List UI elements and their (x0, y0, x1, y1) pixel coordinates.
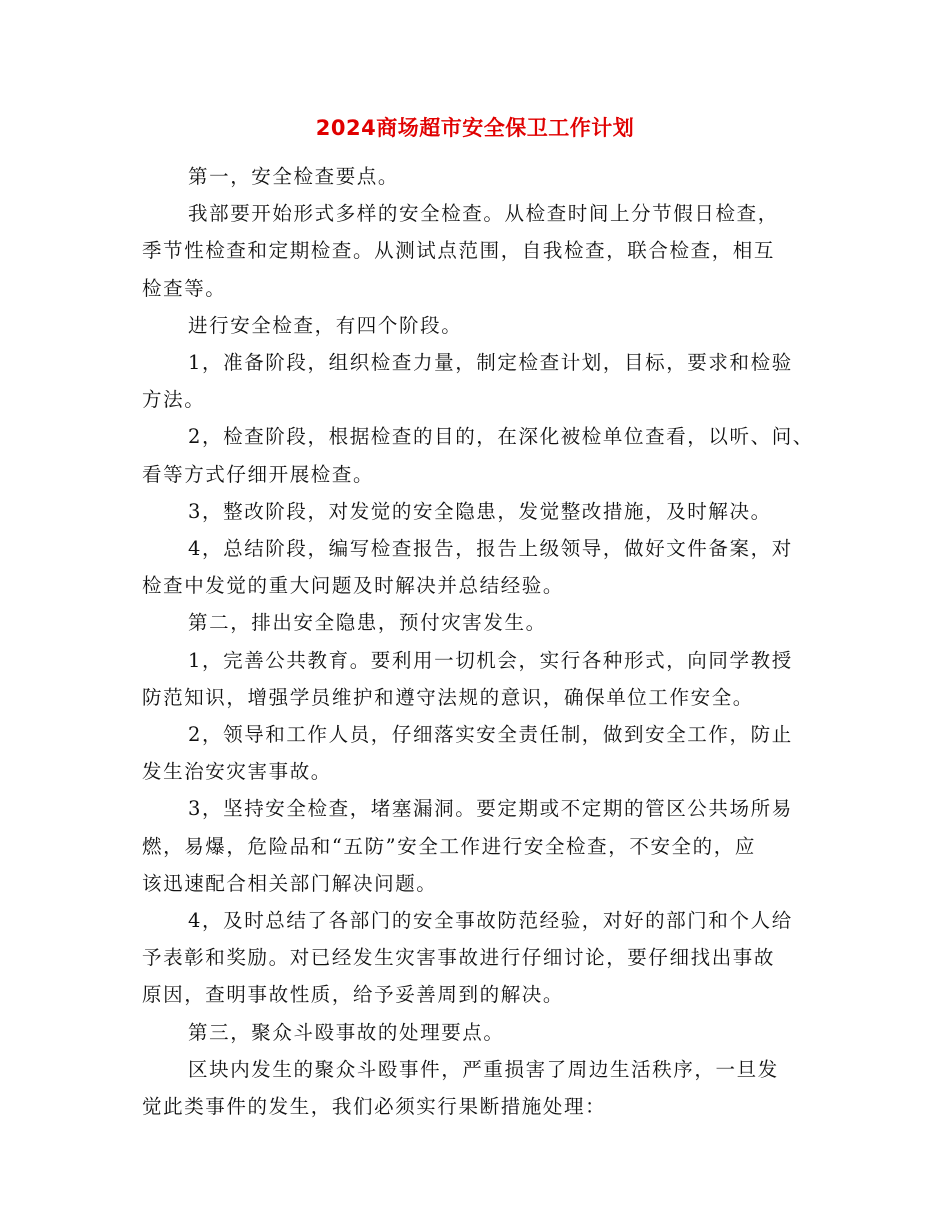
paragraph (142, 344, 810, 418)
paragraph-line: 燃，易爆，危险品和“五防”安全工作进行安全检查，不安全的，应 (142, 834, 756, 858)
paragraph-line: 4，总结阶段，编写检查报告，报告上级领导，做好文件备案，对 (188, 537, 793, 561)
paragraph-line: 发生治安灾害事故。 (142, 760, 332, 784)
paragraph-line: 第三，聚众斗殴事故的处理要点。 (188, 1020, 505, 1044)
paragraph-line: 第二，排出安全隐患，预付灾害发生。 (188, 611, 547, 635)
paragraph (142, 418, 814, 492)
paragraph (142, 493, 810, 530)
paragraph (142, 642, 810, 716)
paragraph-line: 防范知识，增强学员维护和遵守法规的意识，确保单位工作安全。 (142, 685, 754, 709)
paragraph (142, 530, 810, 604)
paragraph-line: 区块内发生的聚众斗殴事件，严重损害了周边生活秩序，一旦发 (188, 1057, 779, 1081)
paragraph-line: 季节性检查和定期检查。从测试点范围，自我检查，联合检查，相互 (142, 239, 776, 263)
paragraph-line: 看等方式仔细开展检查。 (142, 462, 375, 486)
paragraph-line: 第一，安全检查要点。 (188, 165, 400, 188)
paragraph (142, 1051, 810, 1125)
paragraph-line: 1，完善公共教育。要利用一切机会，实行各种形式，向同学教授 (188, 648, 793, 672)
paragraph (142, 158, 810, 195)
paragraph-line: 3，整改阶段，对发觉的安全隐患，发觉整改措施，及时解决。 (188, 499, 772, 523)
paragraph (142, 604, 810, 641)
paragraph-line: 1，准备阶段，组织检查力量，制定检查计划，目标，要求和检验 (188, 351, 793, 375)
paragraph-line: 2，领导和工作人员，仔细落实安全责任制，做到安全工作，防止 (188, 723, 793, 747)
paragraph (142, 716, 810, 790)
paragraph-line: 该迅速配合相关部门解决问题。 (142, 871, 438, 895)
paragraph (142, 902, 810, 1014)
paragraph (142, 195, 810, 307)
paragraph (142, 790, 810, 902)
paragraph-line: 检查中发觉的重大问题及时解决并总结经验。 (142, 574, 565, 598)
paragraph-line: 予表彰和奖励。对已经发生灾害事故进行仔细讨论，要仔细找出事故 (142, 946, 776, 970)
paragraph-line: 方法。 (142, 388, 206, 412)
paragraph-line: 2，检查阶段，根据检查的目的，在深化被检单位查看，以听、问、 (188, 425, 814, 449)
paragraph (142, 1014, 810, 1051)
paragraph-line: 我部要开始形式多样的安全检查。从检查时间上分节假日检查， (188, 202, 779, 226)
paragraph-line: 原因，查明事故性质，给予妥善周到的解决。 (142, 983, 565, 1007)
paragraph-line: 进行安全检查，有四个阶段。 (188, 313, 463, 337)
paragraph-line: 检查等。 (142, 276, 227, 300)
document-title: 2024商场超市安全保卫工作计划 (315, 116, 635, 140)
paragraph-line: 4，及时总结了各部门的安全事故防范经验，对好的部门和个人给 (188, 909, 793, 933)
paragraph (142, 307, 810, 344)
paragraph-line: 觉此类事件的发生，我们必须实行果断措施处理： (142, 1095, 607, 1119)
paragraph-line: 3，坚持安全检查，堵塞漏洞。要定期或不定期的管区公共场所易 (188, 797, 793, 821)
document-body (142, 158, 814, 1125)
